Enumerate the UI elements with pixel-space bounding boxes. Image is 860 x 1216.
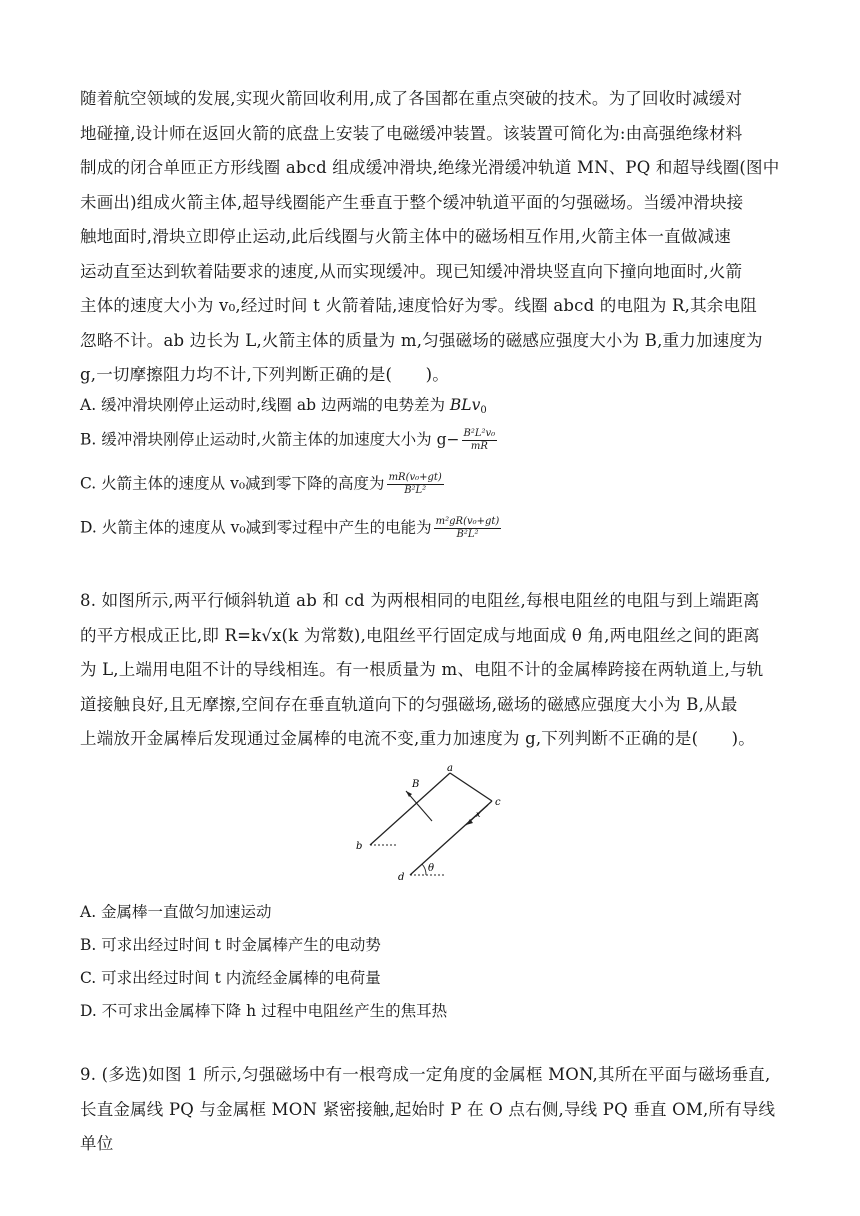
q8-line: 的平方根成正比,即 R=k√x(k 为常数),电阻丝平行固定成与地面成 θ 角,两电阻丝之间的距离 [80, 625, 760, 645]
q7-option-c-text: C. 火箭主体的速度从 v₀减到零下降的高度为 [80, 474, 385, 493]
q7-line: g,一切摩擦阻力均不计,下列判断正确的是( )。 [80, 365, 449, 384]
angle-arc [422, 864, 426, 875]
inclined-rails-figure [350, 765, 510, 890]
label-b-field: B [412, 779, 420, 790]
q7-option-a-subscript: 0 [480, 405, 487, 416]
q8-option-c: C. 可求出经过时间 t 内流经金属棒的电荷量 [80, 969, 381, 987]
q7-option-a [80, 394, 780, 422]
label-x: x [476, 810, 481, 819]
q8-option-d: D. 不可求出金属棒下降 h 过程中电阻丝产生的焦耳热 [80, 1002, 448, 1020]
q7-option-a-formula: BLv [449, 396, 481, 414]
q7-option-b-text: B. 缓冲滑块刚停止运动时,火箭主体的加速度大小为 g− [80, 430, 460, 449]
q7-line: 忽略不计。ab 边长为 L,火箭主体的质量为 m,匀强磁场的磁感应强度大小为 B,重力加速度为 [80, 330, 763, 350]
question-7-stem [80, 82, 780, 393]
q8-option-a: A. 金属棒一直做匀加速运动 [80, 903, 272, 921]
question-8-stem [80, 584, 780, 757]
q7-line: 触地面时,滑块立即停止运动,此后线圈与火箭主体中的磁场相互作用,火箭主体一直做减速 [80, 227, 731, 246]
label-theta: θ [428, 863, 435, 874]
q9-line: 长直金属线 PQ 与金属框 MON 紧密接触,起始时 P 在 O 点右侧,导线 PQ 垂直 OM,所有导线单位 [80, 1099, 776, 1153]
fraction-denominator: B²L² [404, 485, 427, 496]
label-d: d [398, 872, 405, 883]
q7-line: 主体的速度大小为 v₀,经过时间 t 火箭着陆,速度恰好为零。线圈 abcd 的电阻为 R,其余电阻 [80, 296, 757, 315]
rail-ab [370, 773, 450, 845]
q8-line: 为 L,上端用电阻不计的导线相连。有一根质量为 m、电阻不计的金属棒跨接在两轨道上,与轨 [80, 660, 764, 679]
fraction-numerator: B²L²v₀ [463, 428, 496, 439]
q7-option-d [80, 516, 780, 541]
q7-line: 运动直至达到软着陆要求的速度,从而实现缓冲。现已知缓冲滑块竖直向下撞向地面时,火箭 [80, 261, 743, 281]
q7-option-a-text: A. 缓冲滑块刚停止运动时,线圈 ab 边两端的电势差为 [80, 396, 450, 414]
q7-line: 地碰撞,设计师在返回火箭的底盘上安装了电磁缓冲装置。该装置可简化为:由高强绝缘材料 [80, 123, 743, 143]
q8-line: 上端放开金属棒后发现通过金属棒的电流不变,重力加速度为 g,下列判断不正确的是( )。 [80, 729, 755, 748]
q8-option-b: B. 可求出经过时间 t 时金属棒产生的电动势 [80, 936, 381, 954]
fraction-denominator: B²L² [456, 529, 479, 540]
q7-option-c [80, 472, 780, 497]
fraction-denominator: mR [470, 441, 488, 452]
fraction-numerator: mR(v₀+gt) [388, 472, 442, 483]
q9-line: 9. (多选)如图 1 所示,匀强磁场中有一根弯成一定角度的金属框 MON,其所在平面与磁场垂直, [80, 1065, 771, 1084]
q7-line: 制成的闭合单匝正方形线圈 abcd 组成缓冲滑块,绝缘光滑缓冲轨道 MN、PQ 和超导线圈(图中 [80, 158, 780, 177]
top-wire [450, 773, 492, 801]
q7-option-b [80, 428, 780, 453]
fraction-numerator: m²gR(v₀+gt) [435, 516, 500, 527]
label-c: c [495, 797, 501, 808]
question-9-stem [80, 1058, 780, 1162]
label-a: a [447, 765, 453, 774]
q8-line: 8. 如图所示,两平行倾斜轨道 ab 和 cd 为两根相同的电阻丝,每根电阻丝的电阻与到上端距离 [80, 591, 760, 610]
q7-option-d-text: D. 火箭主体的速度从 v₀减到零过程中产生的电能为 [80, 518, 432, 537]
label-b: b [356, 841, 363, 852]
q7-option-b-fraction [462, 428, 498, 453]
q7-option-c-fraction [387, 472, 444, 497]
q7-line: 未画出)组成火箭主体,超导线圈能产生垂直于整个缓冲轨道平面的匀强磁场。当缓冲滑块接 [80, 192, 744, 212]
q8-line: 道接触良好,且无摩擦,空间存在垂直轨道向下的匀强磁场,磁场的磁感应强度大小为 B,从最 [80, 694, 738, 714]
q7-option-d-fraction [434, 516, 502, 541]
q7-line: 随着航空领域的发展,实现火箭回收利用,成了各国都在重点突破的技术。为了回收时减缓对 [80, 89, 743, 108]
